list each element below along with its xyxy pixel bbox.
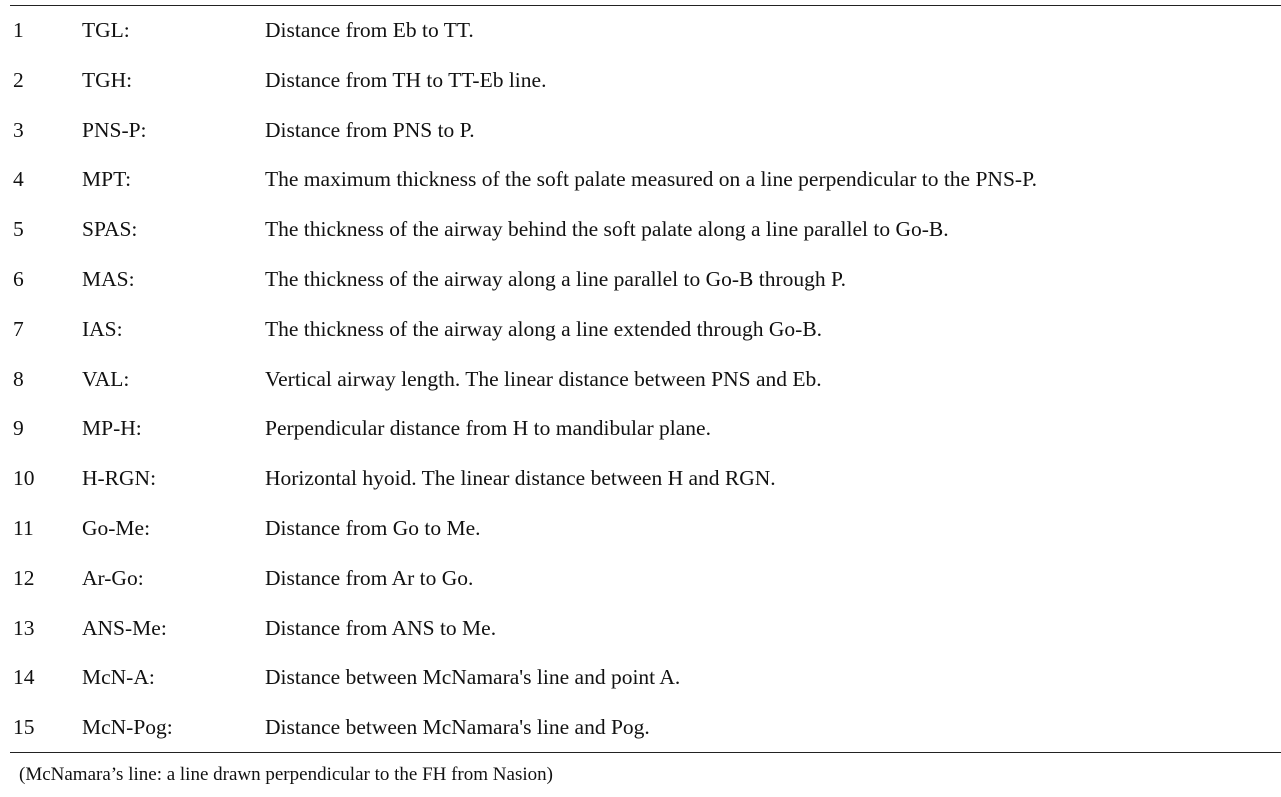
table-row bbox=[10, 56, 1281, 106]
row-number: 11 bbox=[13, 515, 34, 540]
row-definition: The thickness of the airway along a line extended through Go-B. bbox=[265, 316, 823, 341]
row-abbreviation: McN-Pog: bbox=[82, 715, 173, 740]
row-abbreviation: Ar-Go: bbox=[82, 565, 144, 590]
table-row bbox=[10, 554, 1281, 604]
table-bottom-rule bbox=[10, 752, 1281, 753]
table-row bbox=[10, 205, 1281, 255]
row-number: 10 bbox=[13, 466, 35, 491]
row-definition: Vertical airway length. The linear distance between PNS and Eb. bbox=[265, 366, 822, 391]
row-definition: Distance from Go to Me. bbox=[265, 515, 481, 540]
row-abbreviation: PNS-P: bbox=[82, 117, 147, 142]
row-number: 7 bbox=[13, 316, 24, 341]
table-row bbox=[10, 504, 1281, 554]
table-row bbox=[10, 703, 1281, 753]
row-abbreviation: H-RGN: bbox=[82, 466, 157, 491]
row-definition: The maximum thickness of the soft palate measured on a line perpendicular to the PNS-P. bbox=[265, 167, 1038, 192]
row-abbreviation: TGH: bbox=[82, 67, 133, 92]
row-definition: Perpendicular distance from H to mandibular plane. bbox=[265, 416, 711, 441]
table-row bbox=[10, 404, 1281, 454]
row-number: 13 bbox=[13, 615, 35, 640]
row-definition: The thickness of the airway behind the soft palate along a line parallel to Go-B. bbox=[265, 217, 949, 242]
row-number: 5 bbox=[13, 217, 24, 242]
table-row bbox=[10, 604, 1281, 654]
row-definition: Distance from Ar to Go. bbox=[265, 565, 474, 590]
table-row bbox=[10, 355, 1281, 405]
row-abbreviation: MAS: bbox=[82, 266, 135, 291]
row-definition: Distance between McNamara's line and Pog. bbox=[265, 715, 650, 740]
table-row bbox=[10, 6, 1281, 56]
row-definition: Horizontal hyoid. The linear distance between H and RGN. bbox=[265, 466, 776, 491]
row-definition: Distance from ANS to Me. bbox=[265, 615, 497, 640]
row-abbreviation: VAL: bbox=[82, 366, 130, 391]
table-row bbox=[10, 106, 1281, 156]
row-definition: Distance from Eb to TT. bbox=[265, 18, 474, 42]
table-row bbox=[10, 653, 1281, 703]
row-number: 4 bbox=[13, 167, 24, 192]
row-number: 8 bbox=[13, 366, 24, 391]
row-abbreviation: SPAS: bbox=[82, 217, 138, 242]
row-abbreviation: ANS-Me: bbox=[82, 615, 167, 640]
table-body bbox=[10, 6, 1281, 753]
row-definition: The thickness of the airway along a line parallel to Go-B through P. bbox=[265, 266, 846, 291]
row-number: 12 bbox=[13, 565, 35, 590]
row-definition: Distance between McNamara's line and point A. bbox=[265, 665, 681, 690]
row-abbreviation: MPT: bbox=[82, 167, 132, 192]
row-definition: Distance from PNS to P. bbox=[265, 117, 475, 142]
table-row bbox=[10, 454, 1281, 504]
row-abbreviation: TGL: bbox=[82, 18, 130, 42]
row-number: 3 bbox=[13, 117, 24, 142]
row-number: 2 bbox=[13, 67, 24, 92]
row-abbreviation: Go-Me: bbox=[82, 515, 151, 540]
row-number: 14 bbox=[13, 665, 35, 690]
table-row bbox=[10, 155, 1281, 205]
row-number: 1 bbox=[13, 18, 24, 42]
row-abbreviation: IAS: bbox=[82, 316, 123, 341]
table-footnote: (McNamara’s line: a line drawn perpendicular to the FH from Nasion) bbox=[19, 764, 553, 785]
table-row bbox=[10, 255, 1281, 305]
row-number: 9 bbox=[13, 416, 24, 441]
table-row bbox=[10, 305, 1281, 355]
row-abbreviation: McN-A: bbox=[82, 665, 155, 690]
row-abbreviation: MP-H: bbox=[82, 416, 142, 441]
row-definition: Distance from TH to TT-Eb line. bbox=[265, 67, 547, 92]
row-number: 15 bbox=[13, 715, 35, 740]
row-number: 6 bbox=[13, 266, 24, 291]
